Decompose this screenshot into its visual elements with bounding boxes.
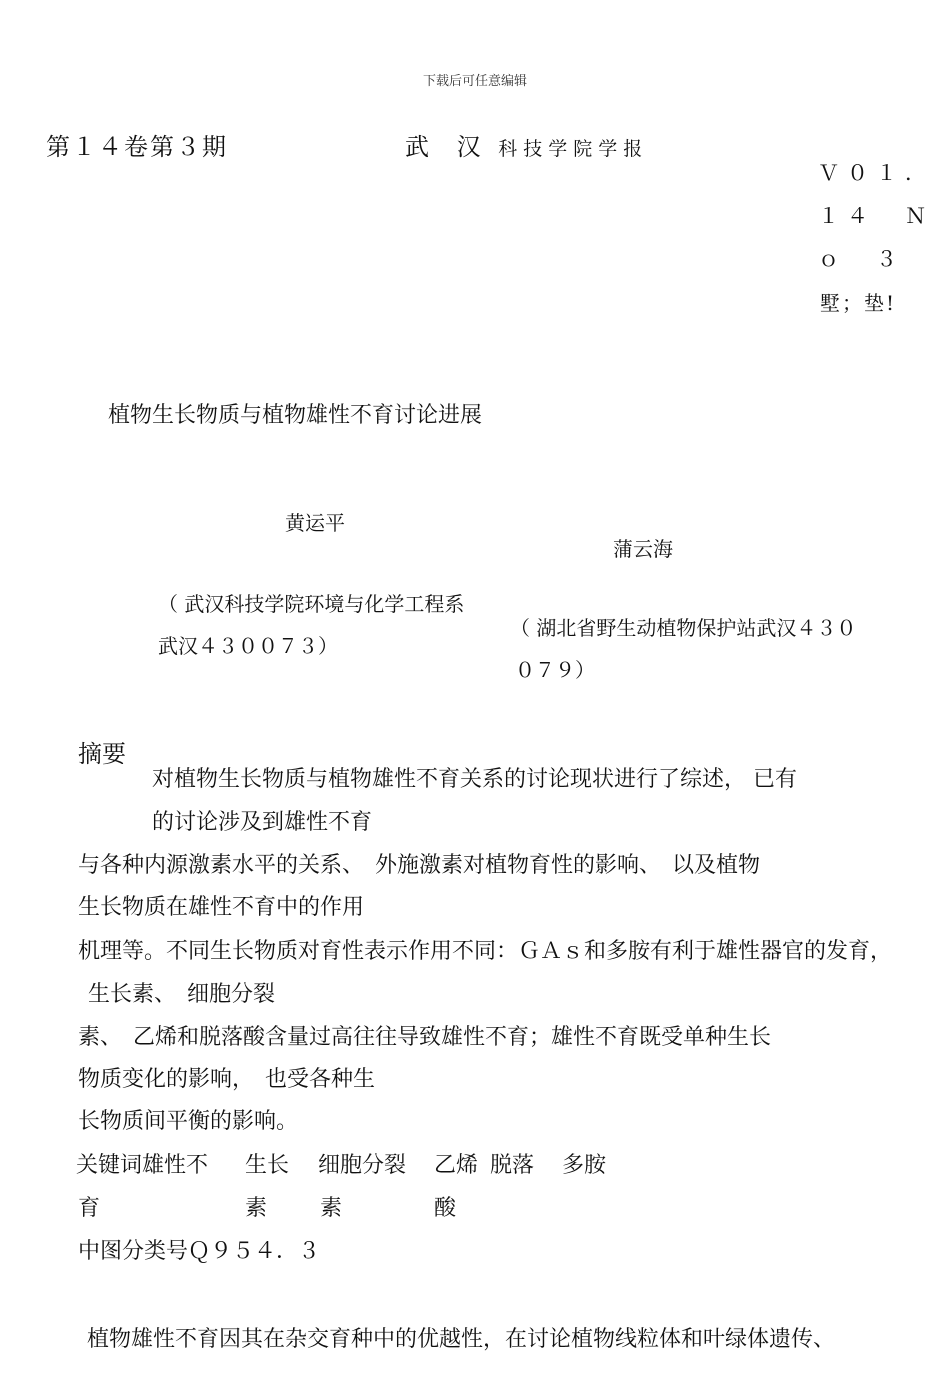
abstract-line: 素、 乙烯和脱落酸含量过高往往导致雄性不育；雄性不育既受单种生长 (78, 1025, 772, 1050)
abstract-line: 生长素、 细胞分裂 (88, 982, 276, 1007)
intro-paragraph-line: 植物雄性不育因其在杂交育种中的优越性，在讨论植物线粒体和叶绿体遗传、 (87, 1327, 836, 1352)
keyword-item: 脱落 (490, 1153, 535, 1178)
keyword-item: 育 (78, 1196, 101, 1221)
affiliation-2-line-2: ０７９） (515, 658, 595, 682)
article-title: 植物生长物质与植物雄性不育讨论进展 (108, 403, 483, 428)
classification-number: 中图分类号Ｑ９５４．３ (78, 1239, 321, 1264)
journal-name-main: 武 汉 (405, 133, 491, 161)
author-2: 蒲云海 (613, 537, 673, 561)
volume-line-2: １４ Ｎ (818, 204, 934, 228)
issue-number: 第１４卷第３期 (46, 133, 228, 161)
keywords-label: 关键词 (76, 1153, 143, 1178)
volume-line-3: ｏ ３ (818, 247, 905, 271)
affiliation-2-line-1: （ 湖北省野生动植物保护站武汉４３０ (510, 616, 857, 640)
abstract-label: 摘要 (78, 740, 126, 768)
abstract-line: 的讨论涉及到雄性不育 (152, 810, 373, 835)
abstract-line: 对植物生长物质与植物雄性不育关系的讨论现状进行了综述， 已有 (152, 767, 797, 792)
journal-name (405, 127, 648, 162)
abstract-line: 机理等。不同生长物质对育性表示作用不同：ＧＡｓ和多胺有利于雄性器官的发育， (78, 939, 893, 964)
volume-line-4: 墅；垫! (820, 291, 897, 315)
author-1: 黄运平 (285, 511, 345, 535)
abstract-line: 长物质间平衡的影响。 (78, 1109, 299, 1134)
keyword-item: 乙烯 (434, 1153, 479, 1178)
keyword-item: 酸 (434, 1196, 457, 1221)
download-watermark: 下载后可任意编辑 (422, 74, 527, 89)
abstract-line: 生长物质在雄性不育中的作用 (78, 895, 365, 920)
abstract-line: 物质变化的影响， 也受各种生 (78, 1067, 376, 1092)
keyword-item: 多胺 (562, 1153, 607, 1178)
keyword-item: 细胞分裂 (318, 1153, 407, 1178)
keyword-item: 雄性不 (142, 1153, 209, 1178)
keyword-item: 素 (245, 1196, 268, 1221)
keyword-item: 素 (320, 1196, 343, 1221)
journal-name-rest: 科技学院学报 (498, 138, 649, 160)
affiliation-1-line-1: （ 武汉科技学院环境与化学工程系 (158, 592, 465, 616)
keyword-item: 生长 (245, 1153, 290, 1178)
abstract-line: 与各种内源激素水平的关系、 外施激素对植物育性的影响、 以及植物 (78, 853, 761, 878)
affiliation-1-line-2: 武汉４３００７３） (158, 634, 338, 658)
volume-line-1: Ｖ０１． (818, 161, 934, 185)
